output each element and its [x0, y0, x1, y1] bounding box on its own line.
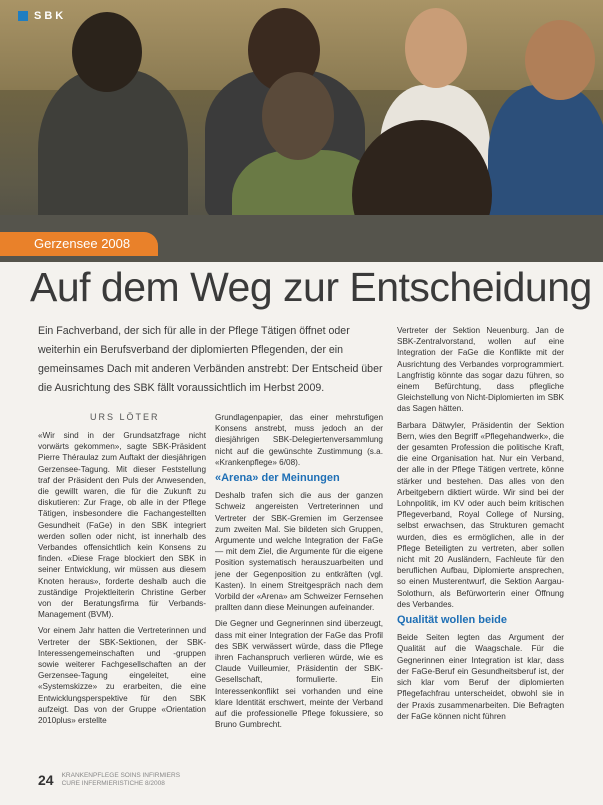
author-byline: URS LÖTER	[90, 412, 160, 422]
column-3	[397, 325, 564, 727]
event-label: Gerzensee 2008	[34, 236, 131, 251]
publication-info	[62, 772, 180, 788]
photo-person-right-head	[405, 8, 467, 88]
header-photo	[0, 0, 603, 262]
paragraph: «Wir sind in der Grundsatzfrage nicht vorwärts gekommen», sagte SBK-Präsident Pierre Théraulaz zum Auftakt der diesjährigen Gerzensee-Tagung. Mit dieser Feststellung traf der Präsident den Puls der Anwesenden, die gewillt waren, die für die Zukunft zu diskutieren: Zur Frage, ob alle in der Pflege Tätigen, insbesondere die Fachangestellten Gesundheit (FaGe) in den SBK integriert werden sollen oder nicht, ist innerhalb des Verbandes offensichtlich kein Konsens zu finden. «Diese Frage blockiert den SBK in seiner Entwicklung, wir müssen aus diesem Knoten heraus», forderte deshalb auch die zuständige Projektleiterin Christine Gerber von der Beratungsfirma für Verbands-Management (BVM).	[38, 431, 206, 620]
article-headline: Auf dem Weg zur Entscheidung	[30, 264, 592, 310]
subheading-arena: «Arena» der Meinungen	[215, 472, 340, 485]
paragraph: Grundlagenpapier, das einer mehrstufigen Konsens anstrebt, muss jedoch an der diesjährigen SBK-Delegiertenversammlung nicht auf die gewünschte Zustimmung (s.a. «Krankenpflege» 6/08).	[215, 413, 383, 467]
event-banner	[0, 232, 158, 256]
subheading-quality: Qualität wollen beide	[397, 614, 508, 627]
paragraph: Beide Seiten legten das Argument der Qualität auf die Waagschale. Für die Gegnerinnen einer Integration ist klar, dass der FaGe-Beruf ein Gesundheitsberuf ist, der sich klar vom Beruf der diplomierten Pflegefachfrau unterscheidet, obwohl sie in der Praxis zusammenarbeiten. Die Befragten der FaGe können nicht führen	[397, 633, 564, 721]
photo-person-left-head	[72, 12, 142, 92]
paragraph: Barbara Dätwyler, Präsidentin der Sektion Bern, wies den Begriff «Pflegehandwerk», die der gesamten Profession die politische Kraft, die eine Organisation hat. Nur ein Verband, der alle in der Pflege Tätigen vertrete, könne stärker und bestehen. Das alles von den Arbeitgebern diktiert würde. Wir sind bei der Lohnpolitik, im KV oder auch beim kritischen Pflegeverband, Royal College of Nursing, selbst erwachsen, das Strukturen gemacht wurden, dies es ermöglichen, alle in der Pflege Beteiligten zu vertreten, aber sollen nicht mit 20 Ausländern, Fachleute für den beruflichen Aufbau, Diplomierte ansprechen, so einen Musterentwurf, die Sektion Aargau-Solothurn, als Befürworterin einer Öffnung des Verbandes.	[397, 420, 564, 609]
paragraph: Vor einem Jahr hatten die Vertreterinnen und Vertreter der SBK-Sektionen, der SBK-Interessengemeinschaften und -gruppen sowie weiterer Fachgesellschaften an der Gerzensee-Tagung eingeleitet, eine «Systemskizze» zu erarbeiten, die eine Entwicklungsperspektive für den SBK aufzeigt. Das von der Gruppe «Orientation 2010plus» erstellte	[38, 626, 206, 726]
article-lead: Ein Fachverband, der sich für alle in der Pflege Tätigen öffnet oder weiterhin ein Berufsverband der diplomierten Pflegenden, der ein gemeinsames Dach mit anderen Verbänden anstrebt: Der Entscheid über die Ausrichtung des SBK fällt voraussichtlich im Herbst 2009.	[38, 325, 383, 394]
column-2	[215, 412, 383, 735]
section-label: SBK	[34, 10, 67, 22]
section-square-icon	[18, 11, 28, 21]
photo-person-front-head	[262, 72, 334, 160]
column-1	[38, 430, 206, 731]
paragraph: Deshalb trafen sich die aus der ganzen Schweiz angereisten Vertreterinnen und Vertreter der SBK-Gremien im Gerzensee zum zweiten Mal. Sie bildeten sich Gruppen, Argumente und welche Integration der FaGe — mit dem Ziel, die Argumente für die eigene Position systematisch herauszuarbeiten und jene der Gegenposition zu entkräften (vgl. Kasten). In einem Streitgespräch nach dem Vorbild der «Arena» am Schweizer Fernsehen prallten dann diese Meinungen aufeinander.	[215, 491, 383, 613]
section-tag	[18, 10, 66, 22]
paragraph: Vertreter der Sektion Neuenburg. Jan de SBK-Zentralvorstand, wollen auf eine Integration der FaGe die Konflikte mit der Ausrichtung des Verbandes vorprogrammiert. Langfristig könnte das sogar dazu führen, so einem Befürchtung, dass pflegliche Gleichstellung von Nicht-Diplomierten im SBK das Sagen hätten.	[397, 326, 564, 414]
page-footer	[38, 772, 180, 788]
paragraph: Die Gegner und Gegnerinnen sind überzeugt, dass mit einer Integration der FaGe das Profil des SBK verwässert würde, dass die Pflege ihren Fachanspruch verlieren würde, wie es Claude Vuilleumier, Präsidentin der SBK-Gesellschaft, formulierte. Ein Interessenkonflikt sei vorhanden und eine klare Identität erschwert, meinte der Verband auf die professionelle Pflege fokussiere, so Bruno Gumbrecht.	[215, 619, 383, 730]
photo-person-blue-head	[525, 20, 595, 100]
page-number: 24	[38, 772, 54, 788]
publication-line-2: CURE INFERMIERISTICHE 8/2008	[61, 780, 165, 787]
publication-line-1: KRANKENPFLEGE SOINS INFIRMIERS	[61, 772, 181, 779]
